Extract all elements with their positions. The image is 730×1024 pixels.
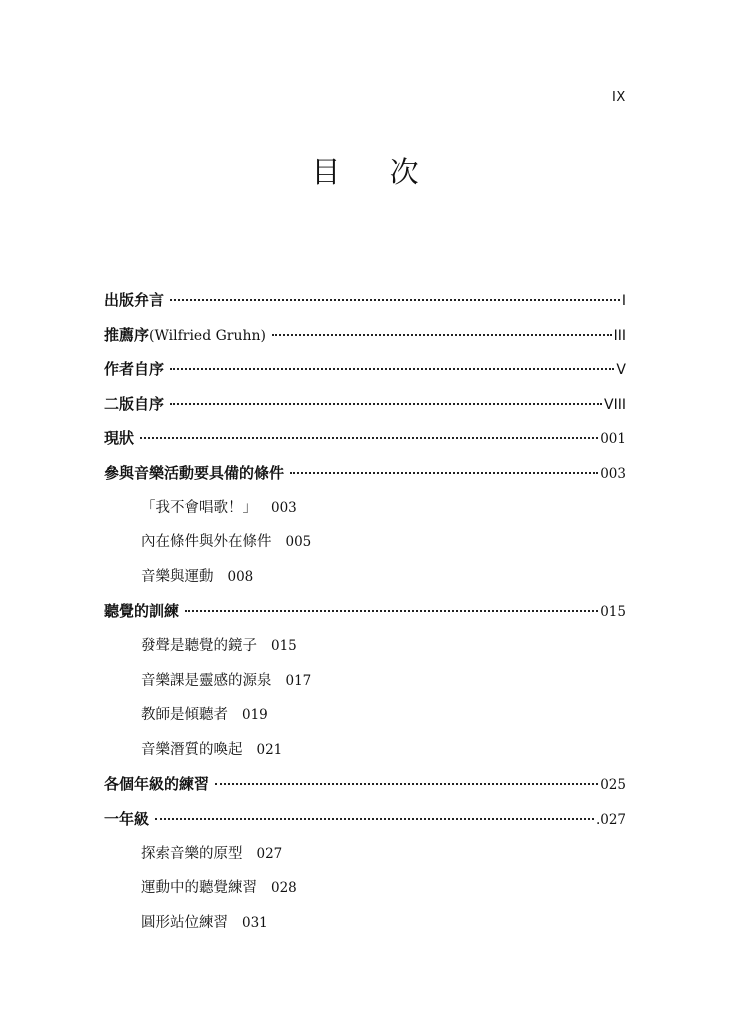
toc-subentry: [104, 911, 626, 946]
dot-leader: [140, 422, 598, 439]
dot-leader: [170, 353, 614, 370]
dot-leader: [272, 319, 612, 336]
toc-entry: [104, 772, 626, 807]
dot-leader: [185, 595, 598, 612]
toc-subentry-page: 017: [285, 672, 312, 689]
toc-subentry-label: 運動中的聽覺練習: [141, 880, 257, 897]
toc-entry-page: 003: [600, 465, 626, 482]
dot-leader: [290, 457, 598, 474]
toc-subentry-label: 音樂與運動: [141, 568, 214, 585]
toc-entry-label-latin: (Wilfried Gruhn): [149, 327, 267, 344]
toc-entry: [104, 288, 626, 323]
dot-leader: [170, 284, 620, 301]
toc-subentry-page: 003: [271, 499, 297, 516]
table-of-contents: [104, 288, 626, 945]
toc-subentry-label: 教師是傾聽者: [141, 707, 228, 724]
page-number: IX: [612, 90, 626, 105]
toc-subentry-label: 音樂潛質的喚起: [141, 741, 243, 758]
toc-subentry-page: 005: [285, 534, 312, 551]
dot-leader: [215, 768, 598, 785]
toc-entry: [104, 392, 626, 427]
toc-subentry-label: 圓形站位練習: [141, 914, 228, 931]
toc-entry: [104, 426, 626, 461]
toc-entry: [104, 599, 626, 634]
toc-entry-page: VIII: [604, 396, 626, 413]
toc-subentry: [104, 669, 626, 704]
toc-entry-page: III: [613, 327, 626, 344]
toc-entry-page: .027: [595, 811, 626, 828]
toc-entry-label: 二版自序: [104, 394, 165, 413]
toc-subentry: [104, 565, 626, 600]
toc-entry: [104, 323, 626, 358]
toc-subentry: [104, 842, 626, 877]
toc-subentry: [104, 634, 626, 669]
toc-subentry-label: 內在條件與外在條件: [141, 534, 272, 551]
toc-subentry: [104, 530, 626, 565]
toc-subentry-label: 音樂課是靈感的源泉: [141, 672, 272, 689]
toc-subentry-label: 探索音樂的原型: [141, 845, 243, 862]
toc-subentry-page: 027: [256, 845, 283, 862]
toc-subentry: [104, 876, 626, 911]
toc-subentry: [104, 738, 626, 773]
toc-subentry-label: 「我不會唱歌！」: [141, 499, 257, 516]
toc-entry-page: 025: [600, 777, 626, 794]
toc-subentry: [104, 703, 626, 738]
toc-entry-label: 參與音樂活動要具備的條件: [104, 463, 285, 482]
toc-entry-label: 聽覺的訓練: [104, 602, 180, 621]
toc-entry-page: 015: [600, 604, 626, 621]
toc-entry-page: I: [621, 293, 626, 309]
toc-entry: [104, 461, 626, 496]
dot-leader: [170, 388, 602, 405]
toc-subentry-page: 021: [256, 741, 283, 758]
page-title: 目 次: [311, 155, 439, 189]
toc-entry: [104, 357, 626, 392]
toc-subentry-page: 015: [271, 637, 297, 654]
toc-entry-label: 推薦序: [104, 325, 150, 344]
toc-entry-label: 各個年級的練習: [104, 775, 210, 794]
toc-entry: [104, 807, 626, 842]
toc-subentry: [104, 496, 626, 531]
toc-entry-page: 001: [600, 431, 626, 448]
toc-entry-label: 出版弁言: [104, 291, 165, 309]
toc-subentry-page: 008: [227, 568, 254, 585]
toc-subentry-page: 028: [271, 880, 297, 897]
toc-entry-label: 一年級: [104, 809, 150, 828]
dot-leader: [155, 803, 594, 820]
toc-entry-label: 現狀: [104, 429, 135, 448]
toc-entry-label: 作者自序: [104, 360, 165, 379]
toc-entry-page: V: [616, 362, 626, 379]
toc-subentry-page: 031: [242, 914, 268, 931]
toc-subentry-label: 發聲是聽覺的鏡子: [141, 637, 257, 654]
toc-subentry-page: 019: [242, 707, 268, 724]
